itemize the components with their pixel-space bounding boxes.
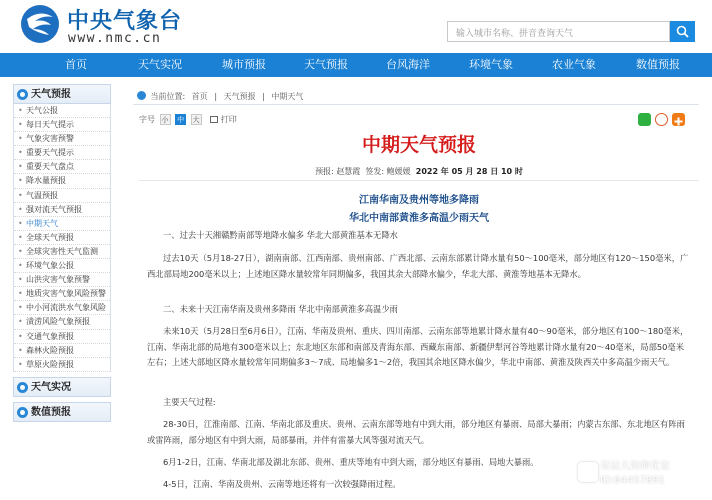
- print-button[interactable]: 打印: [220, 115, 237, 124]
- sidebar-item[interactable]: • 地质灾害气象风险预警: [14, 287, 110, 301]
- forecaster-label: 预报:: [315, 167, 334, 176]
- sidebar-item[interactable]: • 渍涝风险气象预报: [14, 315, 110, 329]
- sidebar: [13, 84, 111, 422]
- sidebar-item[interactable]: • 中期天气: [14, 217, 110, 231]
- article-title: 中期天气预报: [361, 134, 476, 156]
- search-input[interactable]: 输入城市名称、拼音查询天气: [447, 21, 670, 42]
- sidebar-item[interactable]: • 全球天气预报: [14, 231, 110, 245]
- section-bullet-icon: [17, 382, 28, 393]
- issue-date: 2022 年 05 月 28 日 10 时: [415, 167, 523, 176]
- nav-home[interactable]: 首页: [65, 58, 87, 71]
- watermark-id: ID:64457891: [600, 475, 665, 486]
- nav-agriculture[interactable]: 农业气象: [552, 58, 596, 71]
- font-size-label: 字号: [139, 115, 155, 124]
- sidebar-section-numerical[interactable]: [13, 402, 111, 422]
- sidebar-section-live[interactable]: [13, 377, 111, 397]
- sidebar-item[interactable]: • 天气公报: [14, 104, 110, 118]
- main-nav: [0, 53, 712, 77]
- sidebar-item[interactable]: • 降水量预报: [14, 174, 110, 188]
- nav-environment[interactable]: 环境气象: [469, 58, 513, 71]
- sidebar-item[interactable]: • 气象灾害预警: [14, 132, 110, 146]
- sidebar-item[interactable]: • 重要天气提示: [14, 146, 110, 160]
- sidebar-section-title: 数值预报: [31, 406, 71, 418]
- sidebar-item[interactable]: • 草原火险预报: [14, 358, 110, 372]
- watermark-logo: [578, 462, 598, 482]
- sidebar-item[interactable]: • 全球灾害性天气监测: [14, 245, 110, 259]
- nav-weather-forecast[interactable]: 天气预报: [304, 58, 348, 71]
- breadcrumb-separator: |: [214, 92, 218, 101]
- sidebar-section-forecast[interactable]: [13, 84, 111, 104]
- nav-typhoon-ocean[interactable]: 台风海洋: [386, 58, 430, 71]
- article-meta: [139, 166, 699, 177]
- process-title: 主要天气过程:: [163, 397, 216, 407]
- breadcrumb-separator: |: [262, 92, 265, 101]
- logo-url: www.nmc.cn: [68, 31, 162, 46]
- forecaster-name: 赵慧霞: [336, 167, 361, 176]
- section-bullet-icon: [17, 407, 28, 418]
- divider: [139, 180, 699, 181]
- sidebar-section-title: 天气预报: [31, 89, 71, 100]
- font-size-medium-button[interactable]: 中: [177, 116, 185, 124]
- nav-weather-live[interactable]: 天气实况: [138, 58, 182, 71]
- divider: [133, 104, 699, 105]
- logo-chinese-name[interactable]: 中央气象台: [67, 9, 183, 34]
- watermark: [600, 460, 670, 488]
- process-1: 28-30日，江淮南部、江南、华南北部及重庆、贵州、云南东部等地有中到大雨，部分地区有暴雨、局部大暴雨；内蒙古东部、东北地区有阵雨或雷阵雨，部分地区有中到大雨，局部暴雨，并伴有雷暴大风等强对流天气。: [147, 419, 685, 445]
- section-bullet-icon: [17, 89, 28, 100]
- section-1-title: 一、过去十天湘赣黔南部等地降水偏多 华北大部黄淮基本无降水: [163, 230, 398, 240]
- font-size-large-button[interactable]: 大: [192, 116, 200, 124]
- breadcrumb: [137, 91, 307, 102]
- watermark-name: 星辰大海种花家: [600, 461, 670, 472]
- sidebar-item[interactable]: • 中小河流洪水气象风险: [14, 301, 110, 315]
- location-icon: [137, 91, 146, 100]
- search-button[interactable]: [670, 21, 695, 42]
- process-2: 6月1-2日，江南、华南北部及湖北东部、贵州、重庆等地有中到大雨，部分地区有暴雨、局地大暴雨。: [163, 457, 539, 467]
- sidebar-item[interactable]: • 交通气象预报: [14, 330, 110, 344]
- site-header: [0, 0, 712, 53]
- breadcrumb-forecast[interactable]: 天气预报: [223, 92, 256, 101]
- sidebar-item[interactable]: • 环境气象公报: [14, 259, 110, 273]
- font-size-small-button[interactable]: 小: [161, 116, 169, 124]
- section-1-body: 过去10天（5月18-27日），湖南南部、江西南部、贵州南部、广西北部、云南东部累计降水量有50～100毫米，部分地区有120～150毫米，广西北部局地200毫米以上；上述地区降水量较常年同期偏多，我国其余大部降水偏少，华北大部、黄淮等地基本无降水。: [147, 253, 689, 279]
- weibo-share-icon[interactable]: [655, 113, 668, 126]
- nmc-logo-icon[interactable]: [19, 3, 61, 45]
- sidebar-list: [13, 104, 111, 372]
- print-icon[interactable]: [210, 116, 218, 123]
- issuer-name: 鲍媛媛: [386, 167, 411, 176]
- nav-numerical[interactable]: 数值预报: [636, 58, 680, 71]
- sidebar-item[interactable]: • 强对流天气预报: [14, 203, 110, 217]
- search-icon: [676, 25, 689, 38]
- issuer-label: 签发:: [365, 167, 385, 176]
- breadcrumb-current[interactable]: 中期天气: [271, 92, 304, 101]
- breadcrumb-label: 当前位置:: [150, 92, 186, 101]
- process-3: 4-5日，江南、华南及贵州、云南等地还将有一次较强降雨过程。: [163, 479, 401, 489]
- sidebar-section-title: 天气实况: [31, 381, 71, 393]
- sidebar-item[interactable]: • 每日天气提示: [14, 118, 110, 132]
- wechat-share-icon[interactable]: [638, 113, 651, 126]
- sidebar-item[interactable]: • 重要天气盘点: [14, 160, 110, 174]
- breadcrumb-home[interactable]: 首页: [191, 92, 208, 101]
- more-share-icon[interactable]: [672, 113, 685, 126]
- sidebar-item[interactable]: • 气温预报: [14, 189, 110, 203]
- sidebar-item[interactable]: • 森林火险预报: [14, 344, 110, 358]
- headline-1: 江南华南及贵州等地多降雨: [359, 195, 479, 206]
- headline-2: 华北中南部黄淮多高温少雨天气: [349, 213, 489, 224]
- sidebar-item[interactable]: • 山洪灾害气象预警: [14, 273, 110, 287]
- section-2-title: 二、未来十天江南华南及贵州多降雨 华北中南部黄淮多高温少雨: [163, 304, 398, 314]
- section-2-body: 未来10天（5月28日至6月6日），江南、华南及贵州、重庆、四川南部、云南东部等地累计降水量有40～90毫米，部分地区有100～180毫米，江南、华南北部的局地有300毫米以上；东北地区东部和南部及青海东部、西藏东南部、新疆伊犁河谷等地累计降水量有20～40毫米，局部50毫米左右；上述大部地区降水量较常年同期偏多3～7成、局地偏多1～2倍，我国其余地区降水偏少，华北中南部、黄淮及陕西关中多高温少雨天气。: [147, 326, 689, 368]
- article-tools: [139, 114, 237, 125]
- nav-city-forecast[interactable]: 城市预报: [222, 58, 266, 71]
